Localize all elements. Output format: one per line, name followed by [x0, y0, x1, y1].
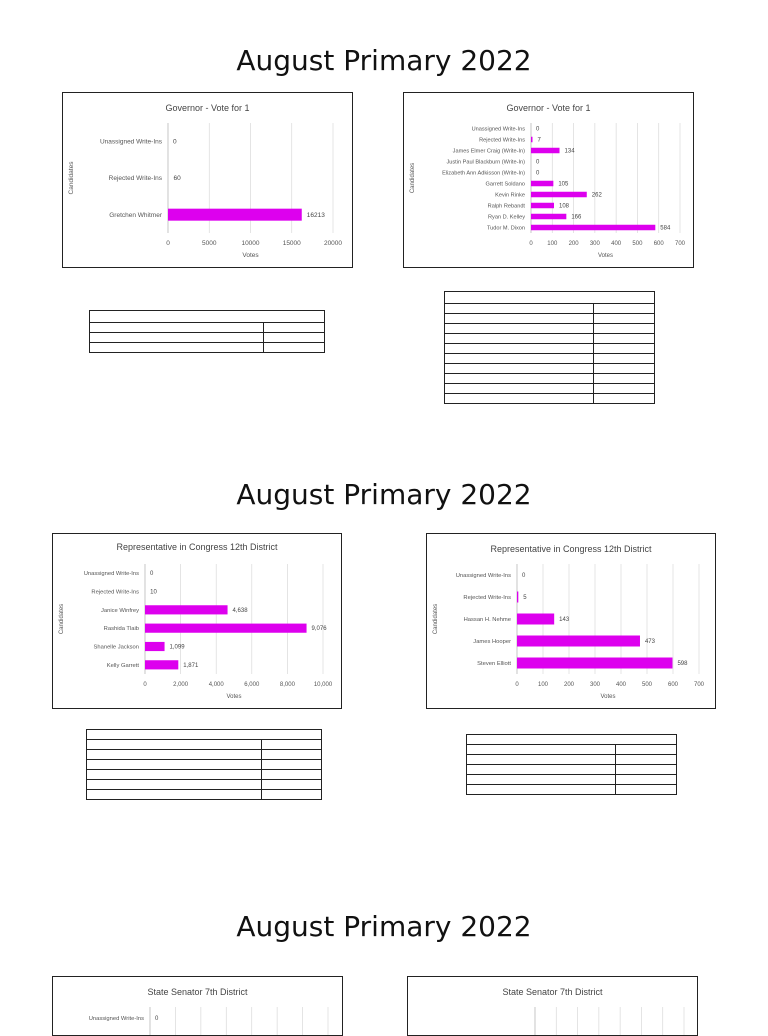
data-label-kevin-rinke: 262: [591, 192, 602, 199]
table-cell: [594, 334, 655, 344]
tick-label: 0: [515, 682, 519, 688]
table-cell: [87, 760, 262, 770]
table-cell: [90, 323, 264, 333]
tick-label: 700: [693, 682, 705, 688]
table-cell: [87, 770, 262, 780]
category-label-shanelle-jackson: Shanelle Jackson: [93, 644, 139, 651]
table-cell: [445, 324, 594, 334]
data-label-rejected-write-ins: 5: [523, 595, 527, 601]
tick-label: 20000: [323, 240, 343, 247]
section-title-3: August Primary 2022: [236, 910, 532, 943]
table-header-cell: [445, 292, 655, 304]
category-label-unassigned-write-ins: Unassigned Write-Ins: [455, 572, 511, 579]
table-cell: [262, 750, 322, 760]
tick-label: 0: [529, 241, 533, 247]
data-label-gretchen-whitmer: 16213: [306, 211, 325, 219]
category-label-james-hooper: James Hooper: [473, 638, 511, 645]
tick-label: 100: [537, 682, 549, 688]
table-cell: [467, 755, 616, 765]
table-cell: [445, 304, 594, 314]
bar-rejected-write-ins: [517, 592, 518, 603]
category-label-garrett-soldano: Garrett Soldano: [485, 181, 525, 188]
data-label-justin-paul-blackburn-write-in: 0: [536, 159, 540, 166]
data-label-ralph-rebandt: 108: [558, 203, 570, 210]
table-cell: [445, 394, 594, 404]
data-label-rejected-write-ins: 10: [150, 589, 157, 596]
category-label-rejected-write-ins: Rejected Write-Ins: [479, 137, 525, 144]
bar-gretchen-whitmer: [168, 209, 302, 221]
table-cell: [594, 374, 655, 384]
table-cell: [87, 790, 262, 800]
table-cell: [594, 344, 655, 354]
table-cell: [616, 785, 677, 795]
tick-label: 6,000: [244, 682, 260, 688]
table-cell: [594, 354, 655, 364]
category-label-kevin-rinke: Kevin Rinke: [495, 192, 525, 199]
table-cell: [262, 740, 322, 750]
table-cell: [445, 314, 594, 324]
bar-james-hooper: [517, 636, 640, 647]
table-header-cell: [90, 311, 325, 323]
table-cell: [262, 760, 322, 770]
table-header-cell: [467, 735, 677, 745]
chart-title: State Senator 7th District: [147, 987, 248, 997]
table-cell: [445, 374, 594, 384]
data-label-james-hooper: 473: [644, 639, 655, 645]
chart-svg: [404, 93, 693, 267]
chart-congress-12-democratic: [52, 533, 342, 709]
data-label-unassigned-write-ins: 0: [536, 126, 540, 133]
data-label-james-elmer-craig-write-in: 134: [564, 148, 575, 155]
table-cell: [264, 323, 325, 333]
tick-label: 400: [615, 682, 627, 688]
x-axis-title: Votes: [242, 252, 259, 259]
table-cell: [445, 334, 594, 344]
table-cell: [262, 770, 322, 780]
results-table-2: [444, 291, 655, 404]
tick-label: 15000: [282, 240, 301, 247]
category-label-justin-paul-blackburn-write-in: Justin Paul Blackburn (Write-In): [446, 159, 525, 166]
x-axis-title: Votes: [597, 253, 614, 259]
tick-label: 400: [611, 241, 622, 247]
data-label-janice-winfrey: 4,638: [232, 607, 248, 614]
data-label-ryan-d-kelley: 166: [571, 214, 582, 221]
table-cell: [87, 750, 262, 760]
bar-shanelle-jackson: [145, 642, 165, 651]
data-label-rashida-tlaib: 9,076: [311, 626, 327, 633]
data-label-unassigned-write-ins: 0: [173, 138, 177, 146]
category-label-ralph-rebandt: Ralph Rebandt: [487, 203, 525, 210]
data-label-unassigned-write-ins: 0: [155, 1016, 159, 1022]
bar-ralph-rebandt: [531, 203, 554, 209]
chart-svg: [53, 977, 342, 1035]
category-label-unassigned-write-ins: Unassigned Write-Ins: [471, 126, 525, 133]
chart-title: Representative in Congress 12th District: [490, 544, 652, 554]
data-label-tudor-m-dixon: 584: [660, 225, 671, 232]
data-label-kelly-garrett: 1,871: [183, 662, 199, 669]
chart-title: Governor - Vote for 1: [165, 103, 250, 113]
tick-label: 4,000: [208, 682, 224, 688]
tick-label: 200: [568, 241, 579, 247]
tick-label: 10000: [241, 240, 260, 247]
bar-steven-elliott: [517, 658, 672, 669]
chart-governor-democratic: [62, 92, 353, 268]
category-label-kelly-garrett: Kelly Garrett: [106, 662, 139, 669]
chart-governor-republican: [403, 92, 694, 268]
table-cell: [90, 343, 264, 353]
table-cell: [445, 344, 594, 354]
chart-svg: [427, 534, 715, 708]
bar-tudor-m-dixon: [531, 225, 655, 231]
category-label-unassigned-write-ins: Unassigned Write-Ins: [99, 138, 162, 146]
chart-svg: [408, 977, 697, 1035]
bar-james-elmer-craig-write-in: [531, 148, 560, 154]
table-cell: [467, 775, 616, 785]
bar-ryan-d-kelley: [531, 214, 566, 220]
table-cell: [594, 394, 655, 404]
category-label-rejected-write-ins: Rejected Write-Ins: [91, 589, 139, 596]
x-axis-title: Votes: [226, 694, 242, 700]
table-cell: [616, 745, 677, 755]
tick-label: 8,000: [279, 682, 295, 688]
bar-hassan-h-nehme: [517, 614, 554, 625]
table-cell: [90, 333, 264, 343]
table-cell: [594, 384, 655, 394]
table-cell: [616, 775, 677, 785]
tick-label: 0: [143, 682, 147, 688]
table-cell: [445, 384, 594, 394]
chart-title: State Senator 7th District: [502, 987, 603, 997]
category-label-ryan-d-kelley: Ryan D. Kelley: [488, 214, 525, 221]
tick-label: 700: [674, 241, 686, 247]
y-axis-title: Candidates: [410, 162, 416, 194]
table-cell: [87, 780, 262, 790]
chart-title: Representative in Congress 12th District: [116, 542, 278, 552]
bar-kelly-garrett: [145, 660, 178, 669]
category-label-rashida-tlaib: Rashida Tlaib: [103, 626, 139, 633]
y-axis-title: Candidates: [68, 161, 75, 195]
category-label-elizabeth-ann-adkisson-write-in: Elizabeth Ann Adkisson (Write-In): [442, 170, 525, 177]
bar-rejected-write-ins: [531, 137, 532, 143]
data-label-rejected-write-ins: 7: [537, 137, 541, 144]
data-label-rejected-write-ins: 60: [173, 175, 181, 183]
x-axis-title: Votes: [600, 694, 616, 700]
table-cell: [594, 304, 655, 314]
category-label-steven-elliott: Steven Elliott: [477, 660, 511, 667]
chart-title: Governor - Vote for 1: [506, 103, 591, 113]
table-cell: [445, 354, 594, 364]
table-header-cell: [87, 730, 322, 740]
tick-label: 600: [653, 241, 664, 247]
chart-svg: [53, 534, 341, 708]
category-label-gretchen-whitmer: Gretchen Whitmer: [109, 211, 162, 219]
data-label-elizabeth-ann-adkisson-write-in: 0: [536, 170, 540, 177]
category-label-tudor-m-dixon: Tudor M. Dixon: [486, 225, 525, 232]
table-cell: [87, 740, 262, 750]
table-cell: [445, 364, 594, 374]
bar-rashida-tlaib: [145, 624, 307, 633]
table-cell: [264, 343, 325, 353]
chart-state-senator-7-democratic: [52, 976, 343, 1036]
tick-label: 200: [563, 682, 575, 688]
chart-congress-12-republican: [426, 533, 716, 709]
results-table-3: [86, 729, 322, 800]
category-label-janice-winfrey: Janice Winfrey: [100, 607, 139, 614]
category-label-rejected-write-ins: Rejected Write-Ins: [108, 175, 162, 183]
tick-label: 300: [589, 241, 600, 247]
data-label-garrett-soldano: 105: [558, 181, 569, 188]
table-cell: [467, 765, 616, 775]
tick-label: 600: [667, 682, 679, 688]
tick-label: 0: [166, 240, 170, 247]
table-cell: [262, 790, 322, 800]
tick-label: 500: [632, 241, 643, 247]
section-title-2: August Primary 2022: [236, 478, 532, 511]
tick-label: 500: [641, 682, 653, 688]
data-label-shanelle-jackson: 1,099: [169, 644, 185, 651]
table-cell: [594, 324, 655, 334]
table-cell: [616, 755, 677, 765]
data-label-unassigned-write-ins: 0: [522, 573, 526, 579]
tick-label: 5000: [202, 240, 217, 247]
table-cell: [594, 314, 655, 324]
category-label-hassan-h-nehme: Hassan H. Nehme: [463, 616, 511, 623]
section-title-1: August Primary 2022: [236, 44, 532, 77]
table-cell: [264, 333, 325, 343]
chart-svg: [63, 93, 352, 267]
tick-label: 300: [589, 682, 601, 688]
chart-state-senator-7-republican: [407, 976, 698, 1036]
table-cell: [467, 745, 616, 755]
tick-label: 2,000: [173, 682, 189, 688]
table-cell: [616, 765, 677, 775]
data-label-hassan-h-nehme: 143: [559, 617, 570, 623]
bar-garrett-soldano: [531, 181, 553, 187]
category-label-james-elmer-craig-write-in: James Elmer Craig (Write-In): [452, 148, 525, 155]
tick-label: 100: [547, 241, 558, 247]
table-cell: [467, 785, 616, 795]
table-cell: [262, 780, 322, 790]
table-cell: [594, 364, 655, 374]
tick-label: 10,000: [313, 682, 333, 688]
category-label-unassigned-write-ins: Unassigned Write-Ins: [83, 571, 139, 578]
bar-janice-winfrey: [145, 605, 228, 614]
y-axis-title: Candidates: [433, 603, 439, 635]
data-label-unassigned-write-ins: 0: [150, 571, 154, 578]
bar-kevin-rinke: [531, 192, 587, 198]
y-axis-title: Candidates: [59, 603, 65, 635]
results-table-4: [466, 734, 677, 795]
data-label-steven-elliott: 598: [677, 661, 688, 667]
results-table-1: [89, 310, 325, 353]
category-label-rejected-write-ins: Rejected Write-Ins: [463, 594, 511, 601]
category-label-unassigned-write-ins: Unassigned Write-Ins: [88, 1015, 144, 1022]
